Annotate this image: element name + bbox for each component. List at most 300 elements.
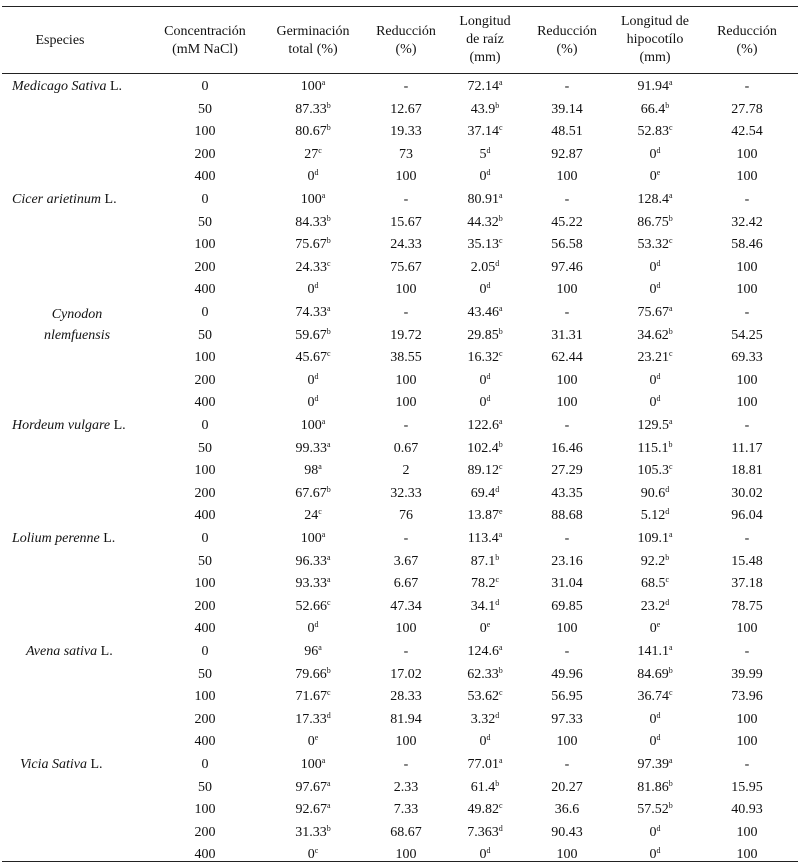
cell-longitud-hipocotilo-value: 0 [649,824,657,840]
cell-germinacion [267,349,359,366]
cell-germinacion [267,236,359,253]
cell-germinacion [267,530,359,547]
cell-longitud-raiz [439,394,531,411]
cell-longitud-raiz-value: 43.9 [470,101,496,117]
cell-reduccion-hipocotilo [701,620,793,637]
cell-longitud-hipocotilo-value: 84.69 [637,666,669,682]
cell-reduccion-hipocotilo-value: 18.81 [731,463,763,479]
cell-longitud-raiz-value: 62.33 [467,666,499,682]
cell-germinacion-value: 96.33 [295,553,327,569]
cell-reduccion-germinacion-value: 2.33 [393,779,419,795]
cell-longitud-raiz-value: 77.01 [467,757,499,772]
significance-letter: b [498,665,503,675]
significance-letter: a [326,439,331,449]
significance-letter: d [656,710,661,720]
cell-reduccion-raiz [521,281,613,298]
cell-reduccion-hipocotilo-value: 40.93 [731,802,763,818]
cell-longitud-hipocotilo [609,666,701,683]
header-germinacion-line: total (%) [288,42,338,57]
header-reduccion-hipocotilo-line: Reducción [717,24,777,39]
cell-concentracion [159,711,251,728]
cell-concentracion-value: 100 [194,576,216,592]
significance-letter: b [326,123,331,133]
significance-letter: b [668,801,673,811]
cell-longitud-raiz [439,214,531,231]
cell-reduccion-germinacion-value: 76 [399,508,413,524]
cell-concentracion [159,733,251,750]
cell-longitud-raiz-value: 35.13 [467,237,499,253]
cell-germinacion [267,666,359,683]
significance-letter: d [495,597,500,607]
cell-longitud-hipocotilo-value: 53.32 [637,237,669,253]
significance-letter: a [321,756,326,765]
cell-reduccion-hipocotilo-value: 100 [736,169,758,185]
cell-longitud-raiz-value: 3.32 [470,711,496,727]
cell-longitud-raiz-value: 53.62 [467,689,499,705]
significance-letter: a [498,304,503,313]
cell-germinacion [267,801,359,818]
cell-reduccion-hipocotilo-value: 69.33 [731,350,763,366]
cell-reduccion-germinacion-value: 7.33 [393,802,419,818]
cell-reduccion-germinacion-value: 32.33 [390,485,422,501]
significance-letter: d [656,394,661,404]
cell-reduccion-hipocotilo-value: - [744,192,750,207]
cell-germinacion [267,733,359,750]
species-binomial: Avena sativa [26,644,98,659]
cell-reduccion-hipocotilo [701,101,793,118]
cell-longitud-hipocotilo-value: 0 [649,734,657,750]
species-name [12,530,115,547]
significance-letter: d [486,733,491,743]
cell-germinacion [267,440,359,457]
cell-reduccion-hipocotilo-value: 78.75 [731,598,763,614]
species-author: L. [113,418,126,433]
cell-reduccion-hipocotilo-value: 37.18 [731,576,763,592]
cell-reduccion-raiz [521,304,613,321]
cell-germinacion [267,598,359,615]
significance-letter: a [668,530,673,539]
cell-longitud-hipocotilo [609,191,701,208]
cell-longitud-raiz [439,507,531,524]
species-name [12,191,117,208]
significance-letter: b [498,439,503,449]
cell-germinacion [267,620,359,637]
cell-reduccion-germinacion-value: 12.67 [390,101,422,117]
cell-longitud-hipocotilo [609,168,701,185]
cell-longitud-hipocotilo-value: 128.4 [637,192,669,207]
cell-reduccion-germinacion-value: - [403,79,409,94]
significance-letter: d [486,846,491,856]
significance-letter: d [665,484,670,494]
cell-concentracion-value: 100 [194,350,216,366]
significance-letter: a [318,462,322,472]
cell-longitud-hipocotilo [609,214,701,231]
cell-reduccion-raiz-value: 100 [556,847,578,863]
cell-reduccion-hipocotilo [701,530,793,547]
significance-letter: c [498,349,503,359]
cell-reduccion-raiz [521,78,613,95]
cell-germinacion-value: 27 [304,146,319,162]
cell-reduccion-germinacion-value: 100 [395,282,417,298]
cell-reduccion-raiz [521,846,613,863]
cell-reduccion-raiz-value: - [564,531,570,546]
cell-concentracion [159,236,251,253]
cell-reduccion-raiz-value: 49.96 [551,666,583,682]
cell-longitud-hipocotilo-value: 0 [649,169,657,185]
cell-concentracion [159,281,251,298]
cell-longitud-raiz [439,462,531,479]
cell-germinacion-value: 0 [307,372,315,388]
cell-longitud-hipocotilo-value: 68.5 [640,576,666,592]
significance-letter: d [656,846,661,856]
significance-letter: c [326,349,331,359]
significance-letter: d [656,145,661,155]
cell-germinacion-value: 74.33 [295,305,327,320]
cell-reduccion-raiz-value: 23.16 [551,553,583,569]
cell-reduccion-germinacion-value: 68.67 [390,824,422,840]
cell-longitud-hipocotilo [609,394,701,411]
header-concentracion-line: (mM NaCl) [172,42,238,57]
cell-longitud-raiz [439,123,531,140]
cell-longitud-hipocotilo [609,101,701,118]
significance-letter: b [668,326,673,336]
cell-reduccion-raiz [521,779,613,796]
significance-letter: c [314,846,319,856]
significance-letter: d [665,597,670,607]
cell-reduccion-germinacion-value: 100 [395,847,417,863]
significance-letter: c [318,145,322,155]
cell-longitud-hipocotilo [609,575,701,592]
cell-longitud-raiz-value: 43.46 [467,305,499,320]
significance-letter: b [326,213,331,223]
significance-letter: c [318,507,322,517]
cell-reduccion-raiz-value: 31.31 [551,327,583,343]
header-reduccion-raiz-line: (%) [556,42,578,57]
cell-germinacion-value: 0 [307,847,315,863]
cell-concentracion-value: 200 [194,598,216,614]
cell-germinacion [267,327,359,344]
cell-longitud-raiz [439,643,531,660]
significance-letter: b [665,100,670,110]
cell-reduccion-raiz-value: 16.46 [551,440,583,456]
cell-reduccion-hipocotilo [701,756,793,773]
cell-concentracion-value: 100 [194,463,216,479]
cell-concentracion [159,168,251,185]
cell-reduccion-raiz-value: - [564,305,570,320]
cell-reduccion-hipocotilo-value: 100 [736,734,758,750]
significance-letter: d [326,710,331,720]
significance-letter: d [656,281,661,291]
header-reduccion-germinacion-line: (%) [395,42,417,57]
significance-letter: b [326,236,331,246]
cell-reduccion-raiz [521,711,613,728]
cell-longitud-hipocotilo-value: 115.1 [637,440,669,456]
cell-reduccion-hipocotilo-value: 54.25 [731,327,763,343]
cell-longitud-raiz-value: 5 [479,146,487,162]
cell-germinacion-value: 100 [300,192,322,207]
cell-germinacion [267,123,359,140]
cell-reduccion-hipocotilo-value: - [744,531,750,546]
cell-reduccion-hipocotilo [701,666,793,683]
cell-reduccion-raiz-value: 100 [556,169,578,185]
cell-reduccion-hipocotilo-value: 100 [736,372,758,388]
header-longitud-raiz-line: Longitud [459,14,511,29]
cell-reduccion-hipocotilo-value: - [744,757,750,772]
cell-reduccion-raiz-value: 100 [556,734,578,750]
cell-longitud-raiz-value: 69.4 [470,485,496,501]
cell-longitud-raiz [439,575,531,592]
cell-germinacion-value: 87.33 [295,101,327,117]
cell-longitud-hipocotilo-value: 0 [649,259,657,275]
cell-germinacion [267,779,359,796]
cell-longitud-raiz-value: 29.85 [467,327,499,343]
cell-reduccion-raiz [521,598,613,615]
cell-concentracion [159,259,251,276]
cell-germinacion-value: 98 [304,463,319,479]
cell-reduccion-hipocotilo-value: - [744,79,750,94]
cell-germinacion-value: 84.33 [295,214,327,230]
cell-reduccion-raiz [521,146,613,163]
cell-germinacion [267,756,359,773]
significance-letter: c [495,575,500,585]
cell-longitud-raiz-value: 13.87 [467,508,499,524]
cell-longitud-hipocotilo [609,620,701,637]
cell-reduccion-raiz-value: - [564,644,570,659]
cell-reduccion-raiz [521,801,613,818]
significance-letter: e [498,507,503,517]
significance-letter: d [495,258,500,268]
cell-reduccion-raiz-value: 88.68 [551,508,583,524]
significance-letter: c [326,688,331,698]
significance-letter: e [486,620,491,630]
cell-germinacion-value: 0 [307,734,315,750]
cell-concentracion-value: 0 [201,79,209,94]
cell-longitud-hipocotilo [609,349,701,366]
cell-longitud-raiz [439,779,531,796]
cell-reduccion-hipocotilo [701,485,793,502]
cell-reduccion-raiz [521,372,613,389]
cell-reduccion-raiz [521,643,613,660]
cell-concentracion [159,304,251,321]
cell-germinacion [267,575,359,592]
cell-longitud-raiz [439,688,531,705]
cell-longitud-hipocotilo-value: 129.5 [637,418,669,433]
species-binomial: Lolium perenne [12,531,100,546]
cell-longitud-hipocotilo [609,304,701,321]
cell-germinacion [267,101,359,118]
cell-longitud-raiz-value: 124.6 [467,644,499,659]
cell-concentracion [159,462,251,479]
cell-reduccion-raiz-value: 100 [556,621,578,637]
cell-longitud-raiz [439,349,531,366]
cell-reduccion-hipocotilo [701,779,793,796]
cell-longitud-hipocotilo-value: 81.86 [637,779,669,795]
cell-longitud-raiz-value: 89.12 [467,463,499,479]
header-germinacion-line: Germinación [276,24,350,39]
significance-letter: a [326,304,331,313]
species-name [20,756,103,773]
header-reduccion-hipocotilo [687,23,800,59]
cell-longitud-raiz-value: 102.4 [467,440,499,456]
significance-letter: b [326,665,331,675]
cell-reduccion-hipocotilo [701,575,793,592]
species-binomial: Vicia Sativa [20,757,87,772]
cell-reduccion-hipocotilo-value: 30.02 [731,485,763,501]
cell-longitud-hipocotilo-value: 109.1 [637,531,669,546]
species-author: L. [90,757,103,772]
cell-germinacion [267,146,359,163]
cell-reduccion-raiz-value: - [564,192,570,207]
significance-letter: a [318,643,322,652]
cell-reduccion-raiz [521,485,613,502]
cell-longitud-hipocotilo [609,259,701,276]
cell-reduccion-germinacion-value: 15.67 [390,214,422,230]
cell-longitud-raiz-value: 44.32 [467,214,499,230]
species-name [32,304,122,346]
cell-reduccion-raiz-value: - [564,418,570,433]
cell-longitud-raiz [439,440,531,457]
cell-concentracion-value: 400 [194,734,216,750]
significance-letter: a [321,530,326,539]
cell-longitud-hipocotilo-value: 23.21 [637,350,669,366]
cell-concentracion-value: 100 [194,124,216,140]
cell-reduccion-hipocotilo [701,214,793,231]
cell-reduccion-raiz [521,123,613,140]
cell-concentracion [159,349,251,366]
cell-concentracion-value: 100 [194,237,216,253]
species-author: L. [109,79,123,94]
cell-reduccion-germinacion-value: - [403,531,409,546]
cell-reduccion-hipocotilo [701,824,793,841]
cell-reduccion-hipocotilo-value: 11.17 [731,440,763,456]
significance-letter: a [668,191,673,200]
cell-germinacion-value: 71.67 [295,689,327,705]
species-binomial-line: Cynodon [51,307,103,322]
cell-reduccion-germinacion-value: 19.33 [390,124,422,140]
cell-longitud-hipocotilo [609,236,701,253]
cell-longitud-hipocotilo-value: 23.2 [640,598,666,614]
species-name [26,643,113,660]
cell-concentracion-value: 200 [194,711,216,727]
cell-reduccion-raiz-value: 56.95 [551,689,583,705]
header-longitud-raiz-line: de raíz [466,32,504,47]
cell-germinacion-value: 67.67 [295,485,327,501]
significance-letter: d [314,620,319,630]
cell-longitud-hipocotilo [609,756,701,773]
significance-letter: a [498,643,503,652]
cell-concentracion [159,417,251,434]
cell-longitud-raiz [439,327,531,344]
significance-letter: c [668,349,673,359]
significance-letter: b [495,100,500,110]
cell-longitud-raiz-value: 0 [479,621,487,637]
cell-concentracion-value: 400 [194,169,216,185]
species-author: L. [103,531,116,546]
cell-reduccion-germinacion-value: 3.67 [393,553,419,569]
significance-letter: d [314,371,319,381]
cell-germinacion [267,168,359,185]
cell-longitud-raiz [439,620,531,637]
cell-longitud-hipocotilo [609,553,701,570]
cell-germinacion-value: 24.33 [295,259,327,275]
cell-reduccion-raiz [521,349,613,366]
cell-germinacion-value: 99.33 [295,440,327,456]
cell-longitud-hipocotilo [609,846,701,863]
cell-concentracion-value: 400 [194,282,216,298]
cell-concentracion [159,485,251,502]
cell-longitud-raiz [439,191,531,208]
cell-longitud-hipocotilo-value: 91.94 [637,79,669,94]
cell-longitud-raiz-value: 87.1 [470,553,496,569]
cell-concentracion-value: 0 [201,757,209,772]
cell-reduccion-germinacion-value: 0.67 [393,440,419,456]
significance-letter: a [668,756,673,765]
cell-longitud-raiz-value: 7.363 [467,824,499,840]
cell-germinacion-value: 17.33 [295,711,327,727]
cell-reduccion-raiz [521,620,613,637]
significance-letter: b [326,326,331,336]
cell-reduccion-raiz-value: 100 [556,372,578,388]
cell-reduccion-hipocotilo [701,801,793,818]
cell-reduccion-hipocotilo [701,259,793,276]
cell-longitud-raiz [439,101,531,118]
cell-longitud-hipocotilo-value: 92.2 [640,553,666,569]
significance-letter: d [486,394,491,404]
header-reduccion-raiz-line: Reducción [537,24,597,39]
significance-letter: b [498,326,503,336]
cell-reduccion-germinacion-value: 28.33 [390,689,422,705]
cell-reduccion-hipocotilo [701,146,793,163]
cell-longitud-raiz [439,666,531,683]
cell-reduccion-germinacion-value: 38.55 [390,350,422,366]
cell-reduccion-raiz [521,824,613,841]
significance-letter: a [668,78,673,87]
significance-letter: b [668,439,673,449]
cell-germinacion-value: 52.66 [295,598,327,614]
cell-germinacion-value: 93.33 [295,576,327,592]
cell-longitud-raiz-value: 2.05 [470,259,496,275]
cell-longitud-hipocotilo-value: 0 [649,395,657,411]
cell-reduccion-germinacion-value: 73 [399,146,413,162]
significance-letter: a [326,778,331,788]
header-longitud-hipocotilo-line: Longitud de [620,14,690,29]
significance-letter: d [314,168,319,178]
cell-concentracion-value: 400 [194,847,216,863]
cell-longitud-hipocotilo [609,462,701,479]
cell-concentracion [159,575,251,592]
cell-reduccion-germinacion-value: 75.67 [390,259,422,275]
header-concentracion [145,23,265,59]
significance-letter: d [486,371,491,381]
cell-concentracion [159,507,251,524]
cell-reduccion-raiz-value: 48.51 [551,124,583,140]
cell-reduccion-germinacion-value: - [403,418,409,433]
cell-germinacion [267,485,359,502]
cell-reduccion-raiz [521,575,613,592]
cell-longitud-raiz [439,756,531,773]
cell-concentracion [159,824,251,841]
cell-reduccion-raiz [521,259,613,276]
cell-longitud-raiz-value: 0 [479,169,487,185]
cell-longitud-hipocotilo-value: 5.12 [640,508,666,524]
cell-reduccion-hipocotilo [701,327,793,344]
cell-longitud-raiz-value: 113.4 [467,531,499,546]
cell-reduccion-raiz-value: - [564,79,570,94]
significance-letter: d [656,371,661,381]
cell-reduccion-raiz-value: 56.58 [551,237,583,253]
cell-germinacion [267,214,359,231]
cell-concentracion [159,801,251,818]
